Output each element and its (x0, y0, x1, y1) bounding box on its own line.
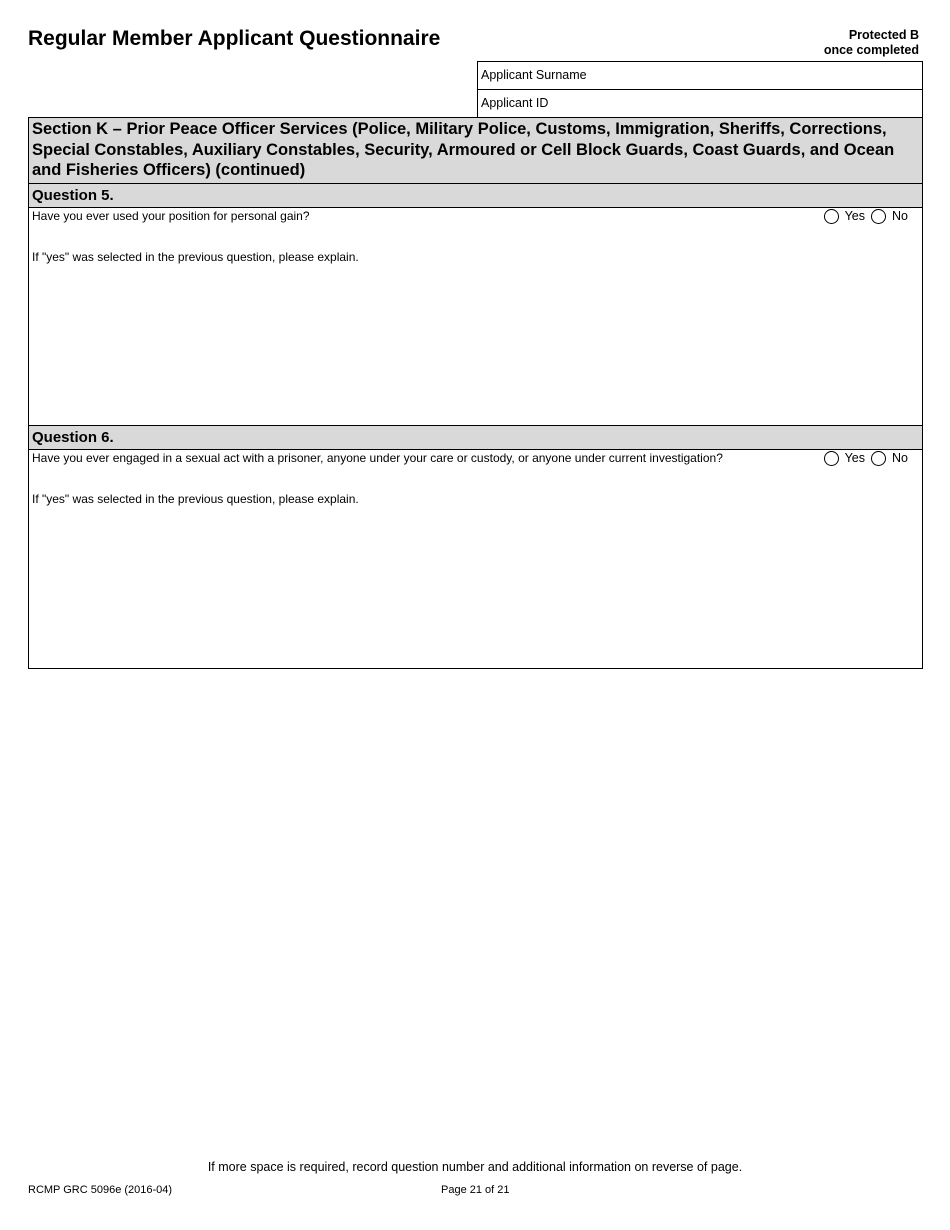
question-6-body (29, 450, 922, 668)
applicant-id-label: Applicant ID (481, 96, 549, 110)
no-label: No (892, 209, 908, 223)
question-5-heading: Question 5. (29, 184, 922, 208)
radio-circle-icon[interactable] (824, 451, 839, 466)
applicant-id-field[interactable] (477, 89, 923, 117)
footer-note: If more space is required, record question number and additional information on reverse of page. (207, 1160, 743, 1174)
applicant-surname-label: Applicant Surname (481, 68, 587, 82)
radio-circle-icon[interactable] (824, 209, 839, 224)
form-id: RCMP GRC 5096e (2016-04) (28, 1184, 173, 1196)
question-6-text: Have you ever engaged in a sexual act with a prisoner, anyone under your care or custody, or anyone under current investigation? (32, 450, 723, 465)
question-5-text: Have you ever used your position for personal gain? (32, 208, 310, 223)
yes-label: Yes (844, 209, 866, 223)
question-6-no-radio[interactable] (871, 451, 908, 466)
questionnaire-form (28, 117, 923, 669)
question-5-body (29, 208, 922, 426)
protected-line-2: once completed (823, 43, 919, 57)
question-6-heading: Question 6. (29, 426, 922, 450)
question-6-explain-label: If "yes" was selected in the previous question, please explain. (32, 491, 359, 506)
page-title: Regular Member Applicant Questionnaire (28, 27, 441, 50)
question-5-yes-radio[interactable] (824, 209, 865, 224)
question-5-explain-label: If "yes" was selected in the previous question, please explain. (32, 249, 359, 264)
question-6-radio-group (818, 451, 908, 466)
section-heading: Section K – Prior Peace Officer Services (Police, Military Police, Customs, Immigration, Sheriffs, Corrections, Special Constables, Auxiliary Constables, Security, Armoured or Cell Block Guards, Coast Guards, and Ocean and Fisheries Officers) (continued) (29, 118, 922, 184)
page-number: Page 21 of 21 (441, 1184, 510, 1196)
question-5-no-radio[interactable] (871, 209, 908, 224)
protected-line-1: Protected B (848, 28, 919, 42)
protected-notice (824, 28, 919, 58)
radio-circle-icon[interactable] (871, 451, 886, 466)
radio-circle-icon[interactable] (871, 209, 886, 224)
question-5-radio-group (818, 209, 908, 224)
applicant-surname-field[interactable] (477, 61, 923, 90)
no-label: No (892, 451, 908, 465)
yes-label: Yes (844, 451, 866, 465)
question-6-yes-radio[interactable] (824, 451, 865, 466)
